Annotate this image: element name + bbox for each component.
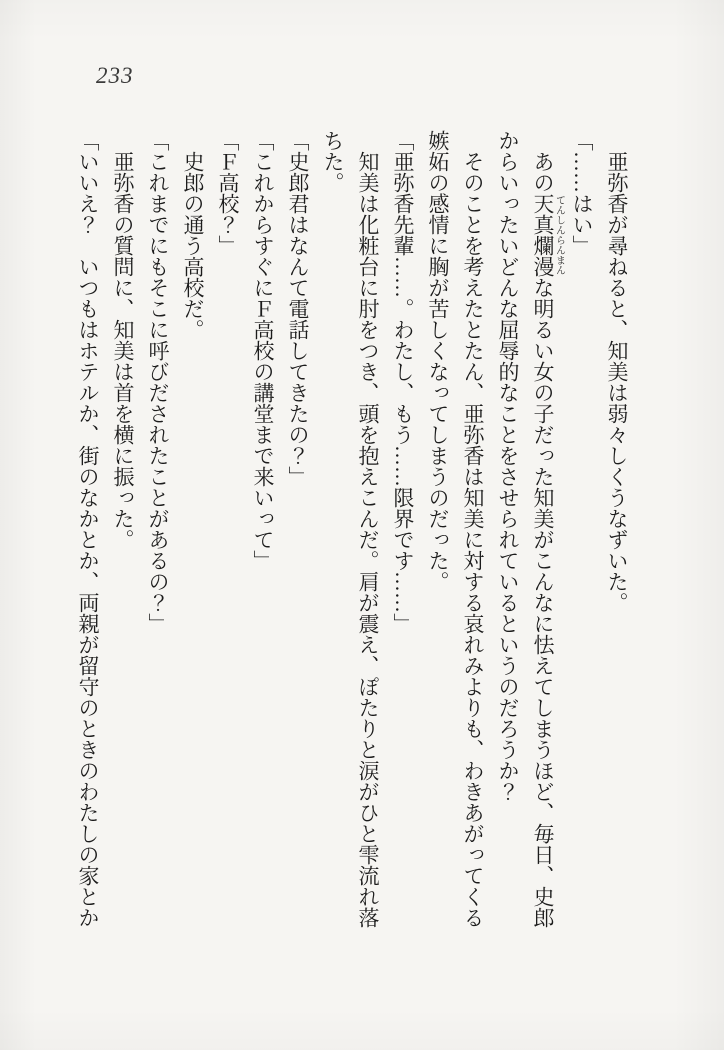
text-line: 史郎の通う高校だ。 xyxy=(181,151,205,340)
text-line: 「いいえ？ いつもはホテルか、街のなかとか、両親が留守のときのわたしの家とか xyxy=(76,130,100,928)
text-line: からいったいどんな屈辱的なことをさせられているというのだろうか？ xyxy=(496,130,520,802)
text-line: ちた。 xyxy=(321,130,345,193)
text-line: そのことを考えたとたん、亜弥香は知美に対する哀れみよりも、わきあがってくる xyxy=(461,151,485,928)
text-line: 「……はい」 xyxy=(570,130,594,256)
text-block xyxy=(70,130,634,950)
text-line: 「Ｆ高校？」 xyxy=(216,130,240,256)
text-line: 嫉妬の感情に胸が苦しくなってしまうのだった。 xyxy=(426,130,450,592)
text-line: 亜弥香が尋ねると、知美は弱々しくうなずいた。 xyxy=(605,151,629,613)
text-line: 「史郎君はなんて電話してきたの？」 xyxy=(286,130,310,487)
text-line: 「亜弥香先輩……。わたし、もう……限界です……」 xyxy=(391,130,415,634)
text-line: 亜弥香の質問に、知美は首を横に振った。 xyxy=(111,151,135,550)
text-line: 「これからすぐにＦ高校の講堂まで来いって」 xyxy=(251,130,275,571)
ruby-annotation: 天真爛漫てんしんらんまん xyxy=(531,193,565,277)
page-number: 233 xyxy=(96,63,134,88)
text-line: 「これまでにもそこに呼びだされたことがあるの？」 xyxy=(146,130,170,634)
furigana-text: てんしんらんまん xyxy=(553,193,565,277)
text-line: 知美は化粧台に肘をつき、頭を抱えこんだ。肩が震え、ぽたりと涙がひと雫流れ落 xyxy=(356,151,380,928)
text-line: あの天真爛漫てんしんらんまんな明るい女の子だった知美がこんなに怯えてしまうほど、毎日、史郎 xyxy=(531,151,565,928)
